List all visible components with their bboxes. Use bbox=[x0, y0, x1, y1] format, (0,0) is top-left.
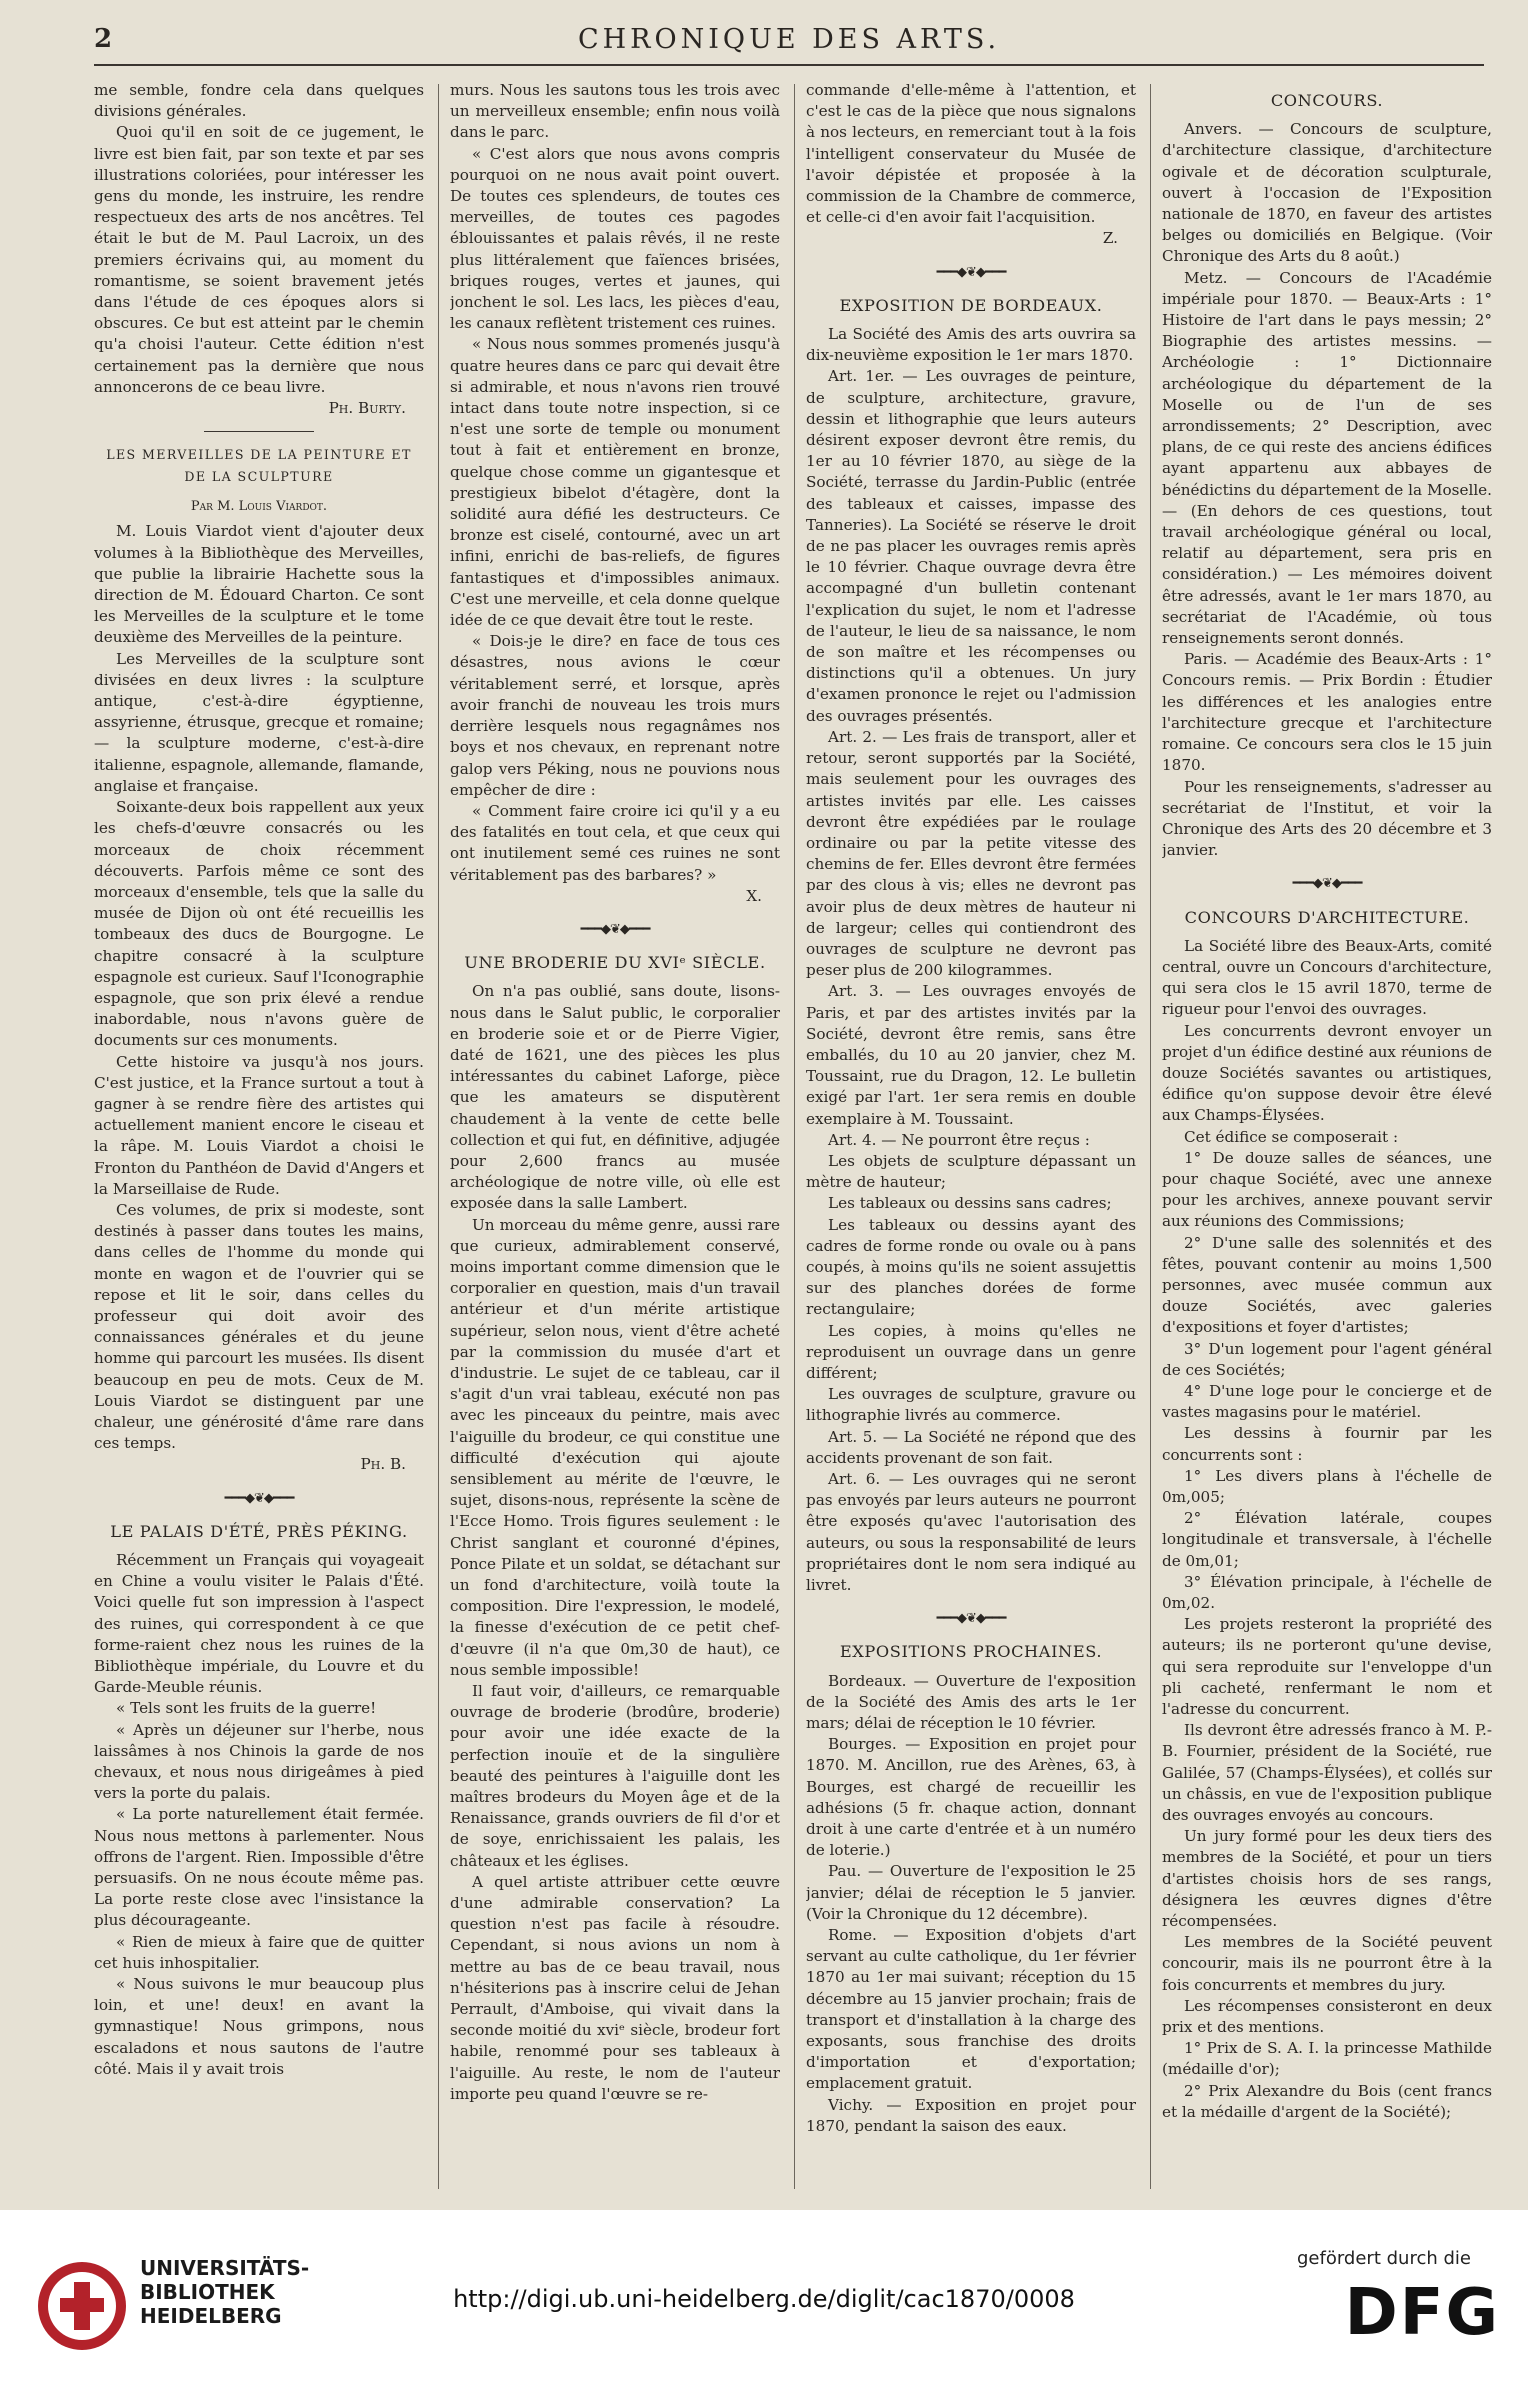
paragraph: 1° Prix de S. A. I. la princesse Mathilde (médaille d'or); bbox=[1162, 2039, 1492, 2079]
journal-title: CHRONIQUE DES ARTS. bbox=[577, 24, 1001, 55]
paragraph: Pour les renseignements, s'adresser au secrétariat de l'Institut, et voir la Chronique des Arts des 20 décembre et 3 janvier. bbox=[1162, 777, 1492, 860]
paragraph: Pau. — Ouverture de l'exposition le 25 janvier; délai de réception le 5 janvier. (Voir la Chronique du 12 décembre). bbox=[806, 1862, 1136, 1923]
article-heading: LES MERVEILLES DE LA PEINTURE ET DE LA SCULPTURE bbox=[106, 447, 412, 485]
byline: Par M. Louis Viardot. bbox=[190, 499, 328, 515]
column-1 bbox=[94, 80, 424, 2195]
paragraph: Quoi qu'il en soit de ce jugement, le livre est bien fait, par son texte et par ses illustrations coloriées, pour intéresser les gens du monde, les instruire, les rendre respectueux des arts de nos ancêtres. Tel était le but de M. Paul Lacroix, un des premiers écrivains qui, au moment du romantisme, se soient bravement jetés dans l'étude de ces époques alors si obscures. Ce but est atteint par le chemin qu'a choisi l'auteur. Cette édition n'est certainement pas la dernière que nous annoncerons de ce beau livre. bbox=[94, 123, 424, 396]
paragraph: Art. 6. — Les ouvrages qui ne seront pas envoyés par leurs auteurs ne pourront être exposés qu'avec l'autorisation des auteurs, ou sous la responsabilité de leurs propriétaires dont le nom sera indiqué au livret. bbox=[806, 1470, 1136, 1595]
paragraph: Les récompenses consisteront en deux prix et des mentions. bbox=[1162, 1996, 1492, 2037]
paragraph: « Nous suivons le mur beaucoup plus loin, et une! deux! en avant la gymnastique! Nous grimpons, nous escaladons et nous sautons de l'autre côté. Mais il y avait trois bbox=[94, 1975, 424, 2078]
paragraph: La Société libre des Beaux-Arts, comité central, ouvre un Concours d'architecture, qui sera clos le 15 avril 1870, terme de rigueur pour l'envoi des ouvrages. bbox=[1162, 936, 1492, 1019]
article-heading: CONCOURS. bbox=[1270, 91, 1384, 110]
article-heading: LE PALAIS D'ÉTÉ, PRÈS PÉKING. bbox=[110, 1521, 408, 1541]
article-heading: EXPOSITION DE BORDEAUX. bbox=[839, 295, 1103, 315]
paragraph: Rome. — Exposition d'objets d'art servant au culte catholique, du 1er février 1870 au 1er mai suivant; réception du 15 décembre au 15 janvier prochain; frais de transport et d'installation à la charge des exposants, sous franchise des droits d'importation et d'exportation; emplacement gratuit. bbox=[806, 1926, 1136, 2093]
column-rule bbox=[438, 84, 439, 2189]
paragraph: Les projets resteront la propriété des auteurs; ils ne porteront qu'une devise, qui sera reproduite sur l'enveloppe d'un pli cacheté, renfermant le nom et l'adresse du concurrent. bbox=[1162, 1615, 1492, 1719]
paragraph: 4° D'une loge pour le concierge et de vastes magasins pour le matériel. bbox=[1162, 1381, 1492, 1422]
signature: Ph. Burty. bbox=[328, 399, 406, 418]
funded-by-label: gefördert durch die bbox=[1297, 2248, 1471, 2269]
paragraph: Vichy. — Exposition en projet pour 1870, pendant la saison des eaux. bbox=[806, 2095, 1136, 2135]
paragraph: Paris. — Académie des Beaux-Arts : 1° Concours remis. — Prix Bordin : Étudier les différences et les analogies entre l'architecture grecque et l'architecture romaine. Ce concours sera clos le 15 juin 1870. bbox=[1162, 650, 1492, 775]
signature: X. bbox=[746, 886, 762, 905]
paragraph: commande d'elle-même à l'attention, et c'est le cas de la pièce que nous signalons à nos lecteurs, en remerciant tout à la fois l'intelligent conservateur du Musée de l'avoir dépistée et proposée à la commission de la Chambre de commerce, et celle-ci d'en avoir fait l'acquisition. bbox=[806, 81, 1136, 227]
paragraph: Un morceau du même genre, aussi rare que curieux, admirablement conservé, moins important comme dimension que le corporalier en question, mais d'un travail antérieur et d'un mérite artistique supérieur, selon nous, vient d'être acheté par la commission du musée d'art et d'industrie. Le sujet de ce tableau, car il s'agit d'un vrai tableau, exécuté non pas avec les pinceaux du peintre, mais avec l'aiguille du brodeur, ce qui constitue une difficulté d'exécution qui ajoute sensiblement au mérite de l'œuvre, le sujet, disons-nous, représente la scène de l'Ecce Homo. Trois figures seulement : le Christ sanglant et couronné d'épines, Ponce Pilate et un soldat, se détachant sur un fond d'architecture, voilà toute la composition. Dire l'expression, le modelé, la finesse d'exécution de ce petit chef-d'œuvre (il n'a que 0m,30 de haut), ce nous semble impossible! bbox=[450, 1215, 780, 1679]
page-number: 2 bbox=[94, 24, 113, 54]
article-heading: EXPOSITIONS PROCHAINES. bbox=[839, 1642, 1103, 1662]
paragraph: « La porte naturellement était fermée. Nous nous mettons à parlementer. Nous offrons de l'argent. Rien. Impossible d'être persuasifs. On ne nous écoute même pas. La porte reste close avec l'insistance la plus décourageante. bbox=[94, 1805, 424, 1930]
signature: Ph. B. bbox=[360, 1455, 406, 1474]
paragraph: Ces volumes, de prix si modeste, sont destinés à passer dans toutes les mains, dans celles de l'homme du monde qui monte en wagon et de l'ouvrier qui se repose et lit le soir, dans celles du professeur qui doit avoir des connaissances générales et du jeune homme qui parcourt les musées. Ils disent beaucoup en peu de mots. Ceux de M. Louis Viardot se distinguent par une chaleur, une générosité d'âme rare dans ces temps. bbox=[94, 1200, 424, 1453]
paragraph: Bourges. — Exposition en projet pour 1870. M. Ancillon, rue des Arènes, 63, à Bourges, est chargé de recueillir les adhésions (5 fr. chaque action, donnant droit à une carte d'entrée et à un numéro de loterie.) bbox=[806, 1735, 1136, 1860]
paragraph: Cette histoire va jusqu'à nos jours. C'est justice, et la France surtout a tout à gagner à se rendre fière des artistes qui actuellement manient encore le ciseau et la râpe. M. Louis Viardot a choisi le Fronton du Panthéon de David d'Angers et la Marseillaise de Rude. bbox=[94, 1052, 424, 1198]
paragraph: Les concurrents devront envoyer un projet d'un édifice destiné aux réunions de douze Sociétés savantes ou artistiques, édifice qu'on suppose devoir être élevé aux Champs-Élysées. bbox=[1162, 1021, 1492, 1125]
paragraph: Un jury formé pour les deux tiers des membres de la Société, et pour un tiers d'artistes choisis hors de ses rangs, désignera les œuvres dignes d'être récompensées. bbox=[1162, 1827, 1492, 1931]
ornament-divider-icon: ━━━◆❦◆━━━ bbox=[1292, 876, 1362, 892]
paragraph: Les Merveilles de la sculpture sont divisées en deux livres : la sculpture antique, c'est-à-dire égyptienne, assyrienne, étrusque, grecque et romaine; — la sculpture moderne, c'est-à-dire italienne, espagnole, allemande, flamande, anglaise et française. bbox=[94, 649, 424, 795]
article-heading: CONCOURS D'ARCHITECTURE. bbox=[1184, 907, 1470, 927]
paragraph: « Nous nous sommes promenés jusqu'à quatre heures dans ce parc qui devait être si admirable, et nous n'avons rien trouvé intact dans toute notre inspection, si ce n'est une sorte de temple ou monument tout à fait et entièrement en bronze, quelque chose comme un gigantesque et prestigieux bibelot d'étagère, dont la solidité aura défié les destructeurs. Ce bronze est ciselé, contourné, avec un art infini, enrichi de bas-reliefs, de figures fantastiques et d'impossibles animaux. C'est une merveille, et cela donne quelque idée de ce que devait être tout le reste. bbox=[450, 335, 780, 630]
paragraph: Il faut voir, d'ailleurs, ce remarquable ouvrage de broderie (brodûre, broderie) pour avoir une idée exacte de la perfection inouïe et de la singulière beauté des peintures à l'aiguille dont les maîtres brodeurs du Moyen âge et de la Renaissance, grands ouvriers de fil d'or et de soye, enrichissaient les palais, les châteaux et les églises. bbox=[450, 1682, 780, 1870]
paragraph: 3° Élévation principale, à l'échelle de 0m,02. bbox=[1162, 1572, 1492, 1613]
paragraph: me semble, fondre cela dans quelques divisions générales. bbox=[94, 81, 424, 121]
paragraph: 3° D'un logement pour l'agent général de ces Sociétés; bbox=[1162, 1339, 1492, 1379]
paragraph: Art. 1er. — Les ouvrages de peinture, de sculpture, architecture, gravure, dessin et lithographie que leurs auteurs désirent exposer devront être remis, du 1er au 10 février 1870, au siège de la Société, terrasse du Jardin-Public (entrée des tableaux et caisses, impasse des Tanneries). La Société se réserve le droit de ne pas placer les ouvrages remis après le 10 février. Chaque ouvrage devra être accompagné d'un bulletin contenant l'explication du sujet, le nom et l'adresse de l'auteur, le lieu de sa naissance, le nom de son maître et les récompenses ou distinctions qu'il a obtenues. Un jury d'examen prononce le rejet ou l'admission des ouvrages présentés. bbox=[806, 367, 1136, 725]
paragraph: Cet édifice se composerait : bbox=[1184, 1127, 1399, 1146]
column-rule bbox=[794, 84, 795, 2189]
paragraph: Les copies, à moins qu'elles ne reproduisent un ouvrage dans un genre différent; bbox=[806, 1321, 1136, 1382]
library-name: UNIVERSITÄTS- BIBLIOTHEK HEIDELBERG bbox=[140, 2256, 310, 2328]
paragraph: Les objets de sculpture dépassant un mètre de hauteur; bbox=[806, 1151, 1136, 1192]
paragraph: Les tableaux ou dessins sans cadres; bbox=[828, 1194, 1112, 1213]
paragraph: « Comment faire croire ici qu'il y a eu des fatalités en tout cela, et que ceux qui ont inutilement semé ces ruines ne sont véritablement pas des barbares? » bbox=[450, 801, 780, 884]
column-rule bbox=[1150, 84, 1151, 2189]
page-header bbox=[94, 22, 1484, 66]
source-url-link[interactable]: http://digi.ub.uni-heidelberg.de/diglit/cac1870/0008 bbox=[453, 2285, 1075, 2313]
paragraph: A quel artiste attribuer cette œuvre d'une admirable conservation? La question n'est pas facile à résoudre. Cependant, si nous avions un nom à mettre au bas de ce beau travail, nous n'hésiterions pas à inscrire celui de Jehan Perrault, d'Amboise, qui vivait dans la seconde moitié du xviᵉ siècle, brodeur fort habile, renommé pour ses tableaux à l'aiguille. Au reste, le nom de l'auteur importe peu quand l'œuvre se re- bbox=[450, 1872, 780, 2103]
paragraph: Récemment un Français qui voyageait en Chine a voulu visiter le Palais d'Été. Voici quelle fut son impression à l'aspect des ruines, qui correspondent à ce que forme-raient chez nous les ruines de la Bibliothèque impériale, du Louvre et du Garde-Meuble réunis. bbox=[94, 1551, 424, 1697]
signature: Z. bbox=[1102, 229, 1118, 248]
ornament-divider-icon: ━━━◆❦◆━━━ bbox=[580, 921, 650, 937]
paragraph: 1° De douze salles de séances, une pour chaque Société, avec une annexe pour les archives, annexe pouvant servir aux réunions des Commissions; bbox=[1162, 1148, 1492, 1231]
ornament-divider-icon: ━━━◆❦◆━━━ bbox=[936, 1611, 1006, 1627]
paragraph: 2° Élévation latérale, coupes longitudinale et transversale, à l'échelle de 0m,01; bbox=[1162, 1509, 1492, 1570]
paragraph: On n'a pas oublié, sans doute, lisons-nous dans le Salut public, le corporalier en broderie soie et or de Pierre Vigier, daté de 1621, une des pièces les plus intéressantes du cabinet Laforge, pièce que les amateurs se disputèrent chaudement à la vente de cette belle collection et qui fut, en définitive, adjugée pour 2,600 francs au musée archéologique de notre ville, où elle est exposée dans la salle Lambert. bbox=[450, 982, 780, 1213]
paragraph: Art. 2. — Les frais de transport, aller et retour, seront supportés par la Société, mais seulement pour les ouvrages des artistes invités par elle. Les caisses devront être expédiées par le roulage ordinaire ou par la petite vitesse des chemins de fer. Elles devront être fermées par des clous à vis; elles ne devront pas avoir plus de deux mètres de hauteur ni de largeur; celles qui contiendront des ouvrages de sculpture ne devront pas peser plus de 200 kilogrammes. bbox=[806, 727, 1136, 980]
digitization-footer bbox=[0, 2210, 1528, 2382]
column-2 bbox=[450, 80, 780, 2195]
column-4 bbox=[1162, 80, 1492, 2195]
paragraph: Ils devront être adressés franco à M. P.-B. Fournier, président de la Société, rue Galilée, 57 (Champs-Élysées), et collés sur un châssis, en vue de l'exposition publique des ouvrages envoyés au concours. bbox=[1162, 1721, 1492, 1825]
paragraph: 2° Prix Alexandre du Bois (cent francs et la médaille d'argent de la Société); bbox=[1162, 2081, 1492, 2121]
ornament-divider-icon: ━━━◆❦◆━━━ bbox=[224, 1490, 294, 1506]
paragraph: « Tels sont les fruits de la guerre! bbox=[116, 1699, 377, 1718]
paragraph: « C'est alors que nous avons compris pourquoi on ne nous avait point ouvert. De toutes ces splendeurs, de toutes ces merveilles, de toutes ces pagodes éblouissantes et palais rêvés, il ne reste plus littéralement que faïences brisées, briques rouges, vertes et jaunes, qui jonchent le sol. Les lacs, les pièces d'eau, les canaux reflètent tristement ces ruines. bbox=[450, 144, 780, 333]
paragraph: Bordeaux. — Ouverture de l'exposition de la Société des Amis des arts le 1er mars; délai de réception le 10 février. bbox=[806, 1671, 1136, 1733]
ornament-divider-icon: ━━━◆❦◆━━━ bbox=[936, 264, 1006, 280]
paragraph: M. Louis Viardot vient d'ajouter deux volumes à la Bibliothèque des Merveilles, que publie la librairie Hachette sous la direction de M. Édouard Charton. Ce sont les Merveilles de la sculpture et le tome deuxième des Merveilles de la peinture. bbox=[94, 522, 424, 647]
paragraph: « Dois-je le dire? en face de tous ces désastres, nous avions le cœur véritablement serré, et lorsque, après avoir franchi de nouveau les trois murs derrière lesquels nous regagnâmes nos boys et nos chevaux, en reprenant notre galop vers Péking, nous ne pouvions nous empêcher de dire : bbox=[450, 632, 780, 799]
paragraph: Les membres de la Société peuvent concourir, mais ils ne pourront être à la fois concurrents et membres du jury. bbox=[1162, 1933, 1492, 1994]
paragraph: Art. 3. — Les ouvrages envoyés de Paris, et par des artistes invités par la Société, devront être remis, sans être emballés, du 10 au 20 janvier, chez M. Toussaint, rue du Dragon, 12. Le bulletin exigé par l'art. 1er sera remis en double exemplaire à M. Toussaint. bbox=[806, 982, 1136, 1128]
article-heading: UNE BRODERIE DU XVIᵉ SIÈCLE. bbox=[464, 953, 766, 973]
paragraph: Art. 5. — La Société ne répond que des accidents provenant de son fait. bbox=[806, 1427, 1136, 1467]
paragraph: Les dessins à fournir par les concurrents sont : bbox=[1162, 1424, 1492, 1464]
paragraph: 2° D'une salle des solennités et des fêtes, pouvant contenir au moins 1,500 personnes, avec musée commun aux douze Sociétés, avec galeries d'expositions et foyer d'artistes; bbox=[1162, 1233, 1492, 1337]
paragraph: Les tableaux ou dessins ayant des cadres de forme ronde ou ovale ou à pans coupés, à moins qu'ils ne soient assujettis sur des planches dorées de forme rectangulaire; bbox=[806, 1215, 1136, 1319]
paragraph: La Société des Amis des arts ouvrira sa dix-neuvième exposition le 1er mars 1870. bbox=[806, 325, 1136, 365]
paragraph: Art. 4. — Ne pourront être reçus : bbox=[828, 1130, 1090, 1149]
divider-line bbox=[204, 431, 314, 432]
paragraph: Les ouvrages de sculpture, gravure ou lithographie livrés au commerce. bbox=[806, 1385, 1136, 1425]
paragraph: Soixante-deux bois rappellent aux yeux les chefs-d'œuvre consacrés ou les morceaux de choix récemment découverts. Parfois même ce sont des morceaux d'ensemble, tels que la salle du musée de Dijon où ont été recueillis les tombeaux des ducs de Bourgogne. Le chapitre consacré à la sculpture espagnole est curieux. Sauf l'Iconographie espagnole, que son prix élevé a rendue inabordable, nous n'avons guère de documents sur ces monuments. bbox=[94, 798, 424, 1050]
paragraph: 1° Les divers plans à l'échelle de 0m,005; bbox=[1162, 1466, 1492, 1506]
paragraph: « Après un déjeuner sur l'herbe, nous laissâmes à nos Chinois la garde de nos chevaux, et nous nous dirigeâmes à pied vers la porte du palais. bbox=[94, 1720, 424, 1803]
paragraph: « Rien de mieux à faire que de quitter cet huis inhospitalier. bbox=[94, 1932, 424, 1972]
paragraph: Anvers. — Concours de sculpture, d'architecture classique, d'architecture ogivale et de décoration sculpturale, ouvert à l'occasion de l'Exposition nationale de 1870, en faveur des artistes belges ou domiciliés en Belgique. (Voir Chronique des Arts du 8 août.) bbox=[1162, 120, 1492, 266]
dfg-logo[interactable]: DFG bbox=[1344, 2276, 1500, 2350]
paragraph: Metz. — Concours de l'Académie impériale pour 1870. — Beaux-Arts : 1° Histoire de l'art dans le pays messin; 2° Biographie des artistes messins. — Archéologie : 1° Dictionnaire archéologique du département de la Moselle ou de l'un de ses arrondissements; 2° Description, avec plans, de ce qui reste des anciens édifices ayant appartenu aux abbayes de bénédictins du département de la Moselle. — (En dehors de ces questions, tout travail archéologique général ou local, relatif au département, sera pris en considération.) — Les mémoires doivent être adressés, avant le 1er mars 1870, au secrétariat de l'Académie, où tous renseignements seront donnés. bbox=[1162, 268, 1492, 648]
column-3 bbox=[806, 80, 1136, 2195]
paragraph: murs. Nous les sautons tous les trois avec un merveilleux ensemble; enfin nous voilà dans le parc. bbox=[450, 81, 780, 142]
